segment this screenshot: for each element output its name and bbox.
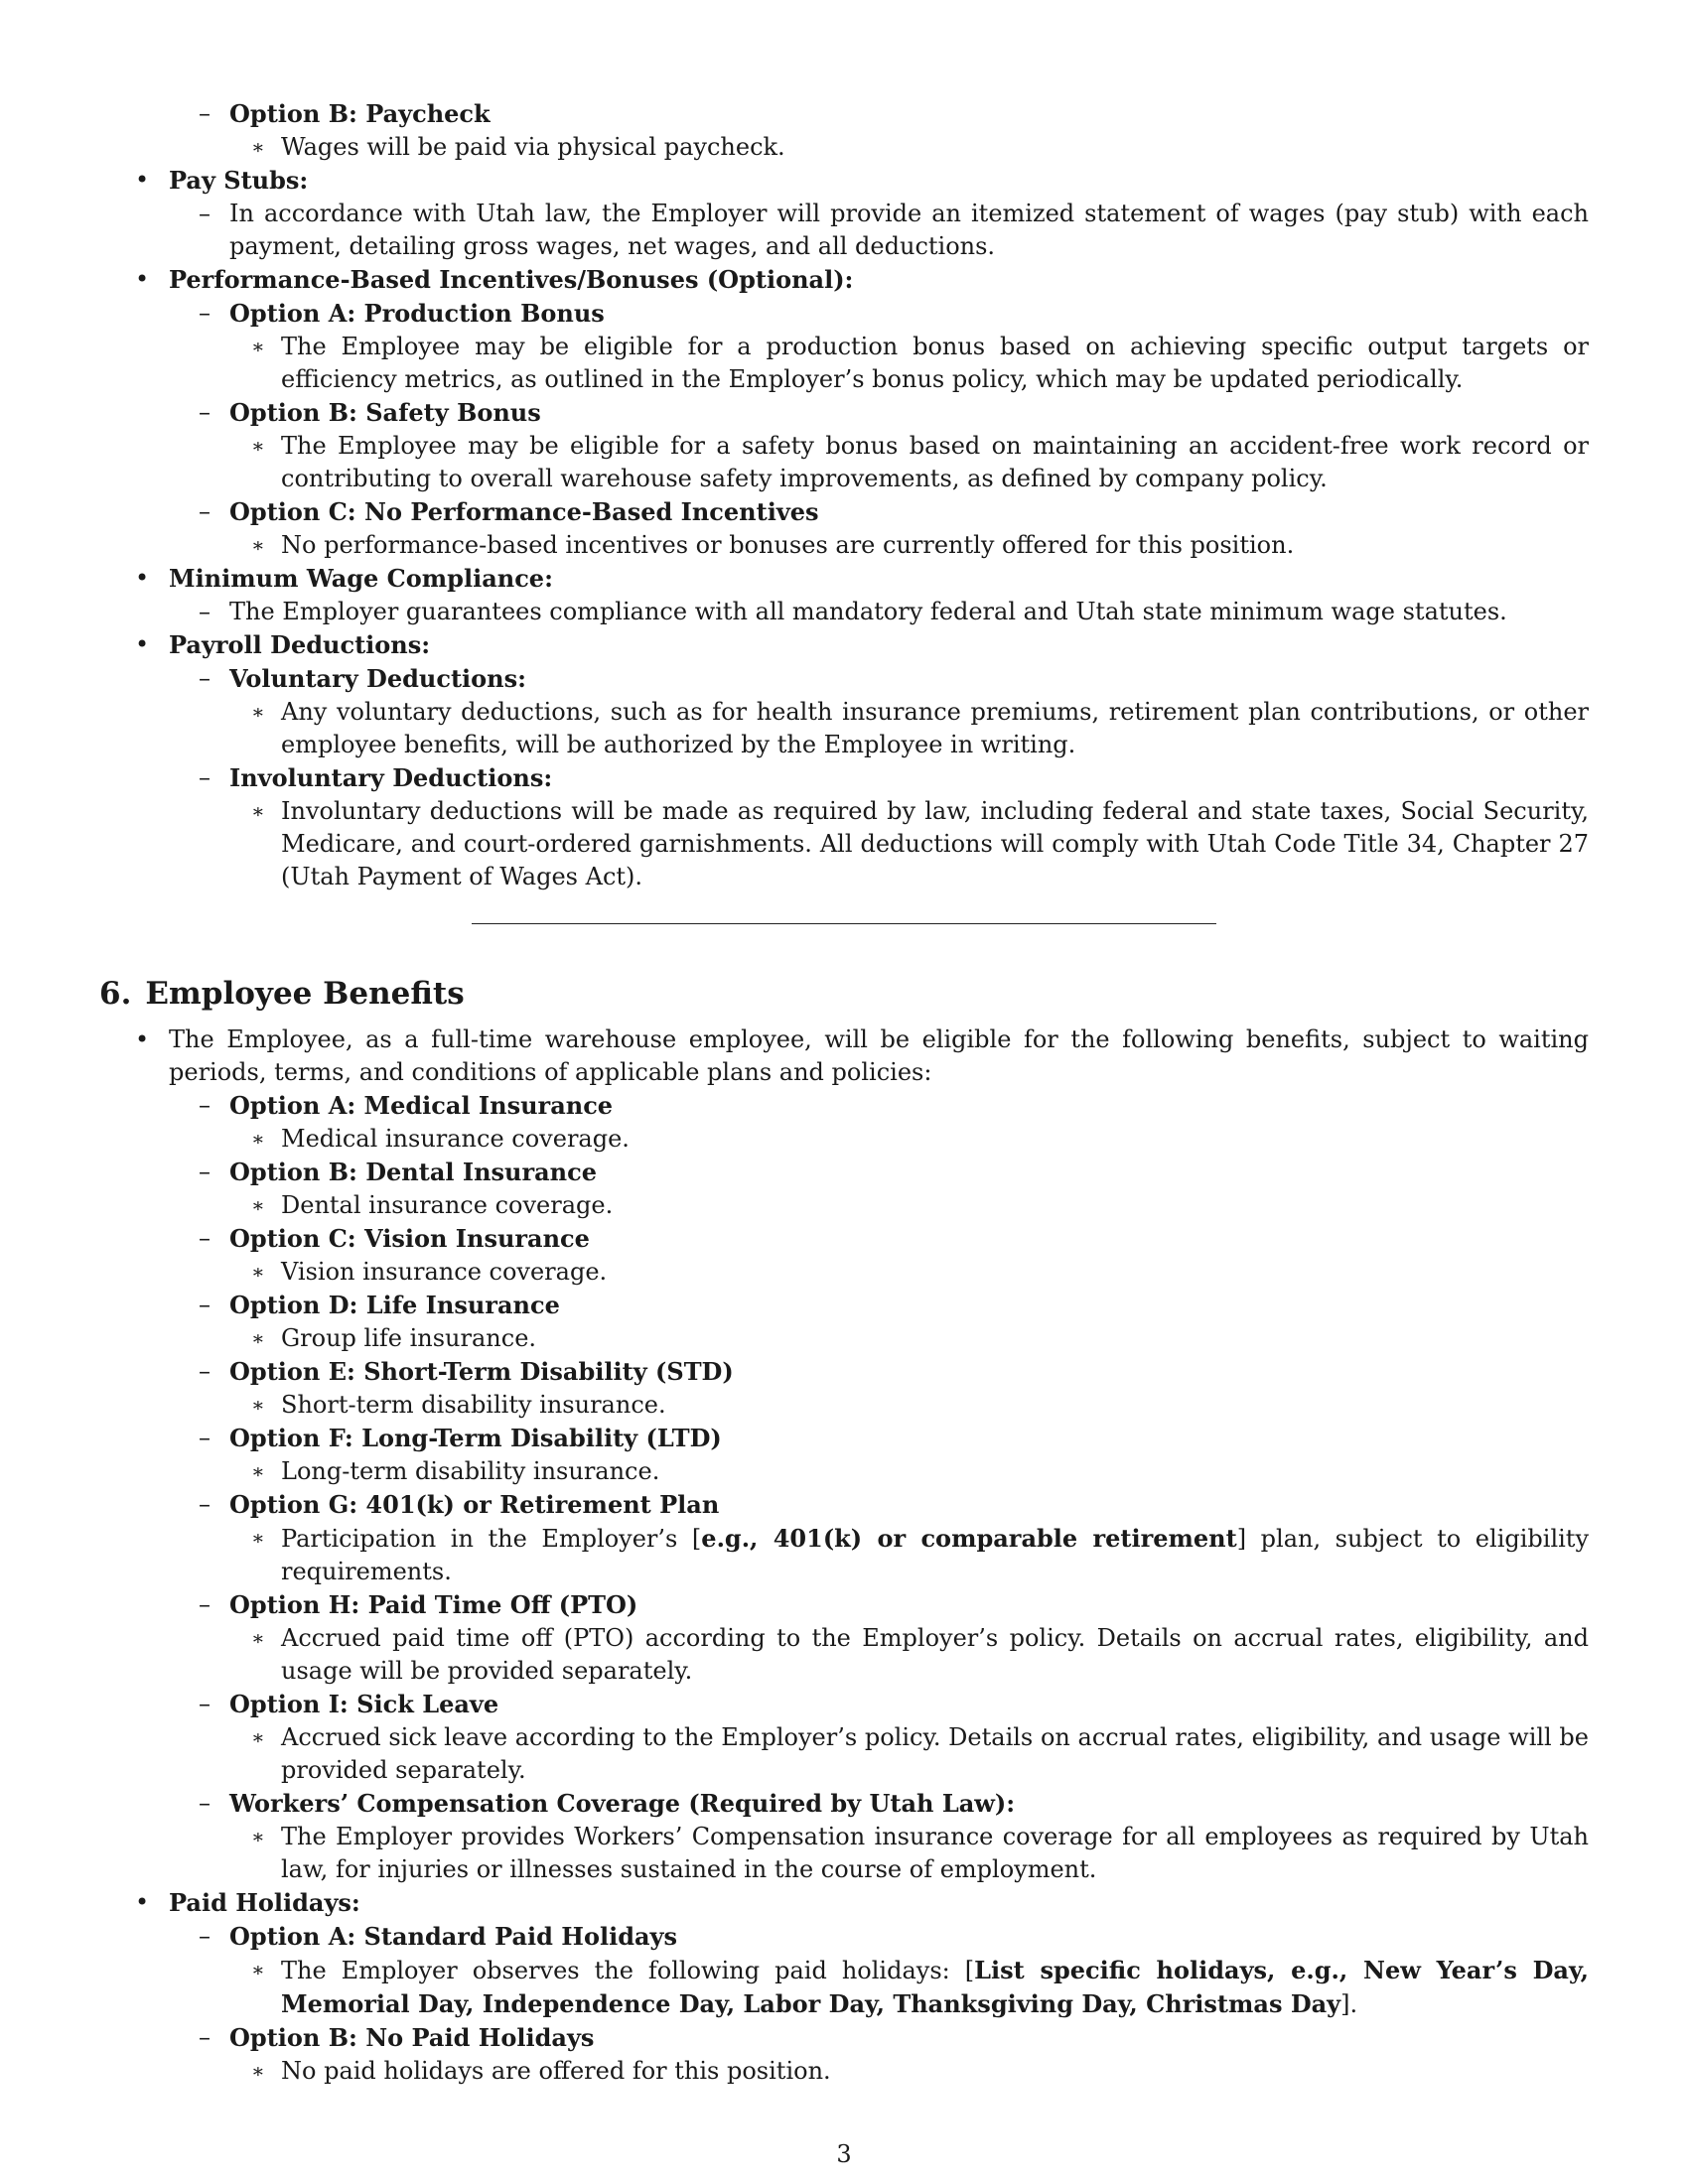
dash-marker: – [199, 1291, 211, 1318]
incentives-label: Performance-Based Incentives/Bonuses (Optional): [169, 265, 854, 294]
option-detail [229, 131, 1589, 164]
asterisk-marker: ∗ [251, 1626, 265, 1650]
option-text: Accrued paid time off (PTO) according to the Employer’s policy. Details on accrual rates, eligibility, and usage will be provided separately. [281, 1624, 1589, 1685]
option-detail [229, 1189, 1589, 1222]
benefits-intro: The Employee, as a full-time warehouse employee, will be eligible for the following benefits, subject to waiting periods, terms, and conditions of applicable plans and policies: [169, 1025, 1589, 1086]
option-detail [229, 1123, 1589, 1156]
option-text: No performance-based incentives or bonuses are currently offered for this position. [281, 531, 1295, 559]
option-b-paycheck [169, 97, 1589, 164]
option-text: Medical insurance coverage. [281, 1125, 630, 1153]
option-text: The Employee may be eligible for a production bonus based on achieving specific output targets or efficiency metrics, as outlined in the Employer’s bonus policy, which may be updated periodically. [281, 333, 1589, 393]
section-title: Employee Benefits [145, 976, 465, 1012]
asterisk-marker: ∗ [251, 1958, 265, 1981]
min-wage-detail [169, 596, 1589, 628]
workers-comp [169, 1787, 1589, 1886]
dash-marker: – [199, 598, 211, 625]
option-detail [229, 1522, 1589, 1588]
paid-holidays-item [99, 1886, 1589, 2088]
dash-marker: – [199, 1091, 211, 1119]
placeholder-text: List specific holidays, e.g., New Year’s Day, Memorial Day, Independence Day, Labor Day, Thanksgiving Day, Christmas Day [281, 1956, 1589, 2018]
asterisk-marker: ∗ [251, 1260, 265, 1284]
incentive-option [169, 297, 1589, 396]
voluntary-deductions [169, 662, 1589, 761]
dash-marker: – [199, 200, 211, 227]
benefits-list [99, 1024, 1589, 2088]
option-text: The Employee may be eligible for a safety bonus based on maintaining an accident-free work record or contributing to overall warehouse safety improvements, as defined by company policy. [281, 432, 1589, 492]
option-label: Option F: Long-Term Disability (LTD) [229, 1424, 722, 1452]
benefits-intro-item [99, 1024, 1589, 1886]
bullet-marker: • [135, 1025, 150, 1053]
holiday-option [169, 1920, 1589, 2021]
dash-marker: – [199, 1690, 211, 1717]
incentive-option [169, 396, 1589, 495]
option-detail [229, 2055, 1589, 2088]
dash-marker: – [199, 99, 211, 127]
option-label: Option B: Paycheck [229, 99, 491, 128]
bullet-marker: • [135, 564, 150, 592]
benefit-option [169, 1355, 1589, 1422]
benefit-option [169, 1089, 1589, 1156]
benefit-option [169, 1422, 1589, 1488]
asterisk-marker: ∗ [251, 434, 265, 458]
section-number: 6. [99, 976, 132, 1012]
asterisk-marker: ∗ [251, 335, 265, 358]
asterisk-marker: ∗ [251, 135, 265, 159]
option-label: Involuntary Deductions: [229, 763, 553, 792]
option-detail [229, 1721, 1589, 1787]
benefit-option-retirement [169, 1488, 1589, 1588]
asterisk-marker: ∗ [251, 2059, 265, 2083]
compensation-continued-list [99, 97, 1589, 893]
bullet-marker: • [135, 630, 150, 658]
benefit-option-sick-leave [169, 1688, 1589, 1787]
min-wage-label: Minimum Wage Compliance: [169, 564, 553, 593]
benefit-option [169, 1222, 1589, 1289]
dash-marker: – [199, 1590, 211, 1618]
option-detail [229, 331, 1589, 396]
dash-marker: – [199, 664, 211, 692]
option-text-before: The Employer observes the following paid holidays: [ [281, 1957, 975, 1984]
pay-stubs-text: In accordance with Utah law, the Employer will provide an itemized statement of wages (pay stub) with each payment, detailing gross wages, net wages, and all deductions. [229, 200, 1589, 260]
option-text: The Employer provides Workers’ Compensation insurance coverage for all employees as required by Utah law, for injuries or illnesses sustained in the course of employment. [281, 1823, 1589, 1883]
benefit-option [169, 1156, 1589, 1222]
dash-marker: – [199, 763, 211, 791]
option-detail [229, 529, 1589, 562]
option-label: Option B: Dental Insurance [229, 1158, 598, 1186]
option-label: Option G: 401(k) or Retirement Plan [229, 1490, 720, 1519]
min-wage-text: The Employer guarantees compliance with all mandatory federal and Utah state minimum wage statutes. [229, 598, 1507, 625]
involuntary-deductions [169, 761, 1589, 893]
option-label: Option C: Vision Insurance [229, 1224, 590, 1253]
dash-marker: – [199, 1922, 211, 1950]
section-heading [99, 974, 1589, 1014]
payroll-label: Payroll Deductions: [169, 630, 431, 659]
option-detail [229, 1455, 1589, 1488]
option-text: Short-term disability insurance. [281, 1391, 666, 1419]
option-label: Option I: Sick Leave [229, 1690, 499, 1718]
page-number: 3 [836, 2140, 852, 2168]
incentive-option [169, 495, 1589, 562]
dash-marker: – [199, 2023, 211, 2051]
option-label: Option E: Short-Term Disability (STD) [229, 1357, 734, 1386]
asterisk-marker: ∗ [251, 1326, 265, 1350]
dash-marker: – [199, 1224, 211, 1252]
option-label: Option C: No Performance-Based Incentives [229, 497, 819, 526]
option-label: Option B: Safety Bonus [229, 398, 541, 427]
asterisk-marker: ∗ [251, 1526, 265, 1550]
option-label: Option H: Paid Time Off (PTO) [229, 1590, 638, 1619]
option-label: Workers’ Compensation Coverage (Required by Utah Law): [229, 1789, 1016, 1818]
placeholder-text: e.g., 401(k) or comparable retirement [701, 1524, 1237, 1553]
option-text: Vision insurance coverage. [281, 1258, 608, 1286]
option-detail [229, 430, 1589, 495]
option-detail [229, 1954, 1589, 2021]
option-text: Dental insurance coverage. [281, 1191, 614, 1219]
asterisk-marker: ∗ [251, 1127, 265, 1151]
option-detail [229, 1821, 1589, 1886]
dash-marker: – [199, 398, 211, 426]
pay-stubs-detail [169, 198, 1589, 263]
asterisk-marker: ∗ [251, 700, 265, 724]
option-text: Wages will be paid via physical paycheck. [281, 133, 785, 161]
option-text: Accrued sick leave according to the Employer’s policy. Details on accrual rates, eligibility, and usage will be provided separately. [281, 1723, 1589, 1784]
asterisk-marker: ∗ [251, 1725, 265, 1749]
bullet-marker: • [135, 265, 150, 293]
dash-marker: – [199, 1158, 211, 1185]
payment-method-item [99, 97, 1589, 164]
dash-marker: – [199, 1789, 211, 1817]
option-label: Option A: Standard Paid Holidays [229, 1922, 677, 1951]
option-text: Group life insurance. [281, 1324, 537, 1352]
option-text [281, 1522, 1589, 1588]
option-detail [229, 696, 1589, 761]
payroll-deductions-item [99, 628, 1589, 893]
option-detail [229, 1622, 1589, 1688]
asterisk-marker: ∗ [251, 1459, 265, 1483]
option-text: Any voluntary deductions, such as for health insurance premiums, retirement plan contributions, or other employee benefits, will be authorized by the Employee in writing. [281, 698, 1589, 758]
option-text-after: ] plan, subject to eligibility requirements. [281, 1525, 1589, 1585]
option-text: Involuntary deductions will be made as required by law, including federal and state taxes, Social Security, Medicare, and court-ordered garnishments. All deductions will comply with Utah Code Title 34, Chapter 27 (Utah Payment of Wages Act). [281, 797, 1589, 890]
option-label: Option B: No Paid Holidays [229, 2023, 595, 2052]
asterisk-marker: ∗ [251, 799, 265, 823]
option-text [281, 1954, 1589, 2021]
paid-holidays-label: Paid Holidays: [169, 1888, 360, 1917]
option-label: Option A: Medical Insurance [229, 1091, 614, 1120]
min-wage-item [99, 562, 1589, 628]
bullet-marker: • [135, 1888, 150, 1916]
pay-stubs-label: Pay Stubs: [169, 166, 309, 195]
dash-marker: – [199, 1357, 211, 1385]
bullet-marker: • [135, 166, 150, 194]
dash-marker: – [199, 497, 211, 525]
option-detail [229, 1322, 1589, 1355]
document-page [99, 97, 1589, 2088]
pay-stubs-item [99, 164, 1589, 263]
benefit-option-pto [169, 1588, 1589, 1688]
dash-marker: – [199, 1490, 211, 1518]
option-text-after: ]. [1340, 1990, 1358, 2018]
option-label: Option D: Life Insurance [229, 1291, 560, 1319]
option-label: Option A: Production Bonus [229, 299, 605, 328]
asterisk-marker: ∗ [251, 1193, 265, 1217]
option-text: No paid holidays are offered for this position. [281, 2057, 831, 2085]
option-detail [229, 795, 1589, 893]
asterisk-marker: ∗ [251, 533, 265, 557]
benefit-option [169, 1289, 1589, 1355]
option-label: Voluntary Deductions: [229, 664, 526, 693]
asterisk-marker: ∗ [251, 1825, 265, 1848]
holiday-option [169, 2021, 1589, 2088]
option-text-before: Participation in the Employer’s [ [281, 1525, 702, 1553]
option-detail [229, 1389, 1589, 1422]
option-detail [229, 1256, 1589, 1289]
incentives-item [99, 263, 1589, 562]
dash-marker: – [199, 299, 211, 327]
option-text: Long-term disability insurance. [281, 1457, 660, 1485]
section-divider [472, 923, 1216, 924]
asterisk-marker: ∗ [251, 1393, 265, 1417]
dash-marker: – [199, 1424, 211, 1451]
